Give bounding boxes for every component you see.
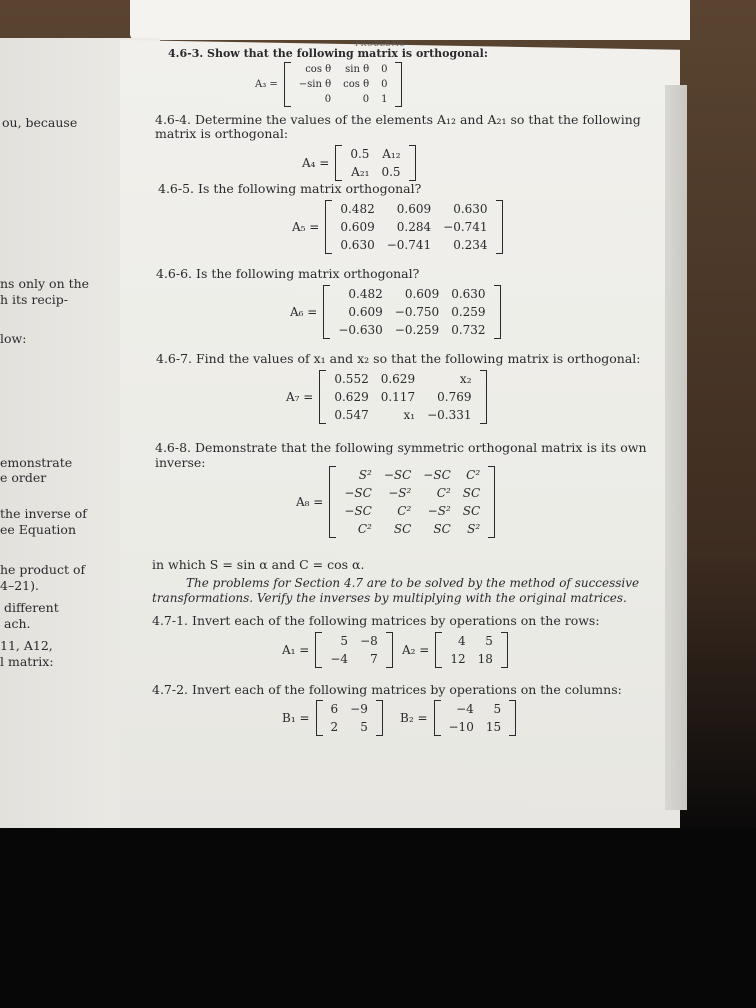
matrix-label: B₁ = [282, 711, 310, 725]
matrix-a5: A₅ = 0.482 0.609 0.630 0.609 0.284 −0.741 0.630 −0.741 0.234 [292, 200, 503, 254]
margin-text: the inverse of [0, 506, 87, 521]
problem-4-6-4: 4.6-4. Determine the values of the elements A₁₂ and A₂₁ so that the following [155, 112, 641, 127]
problem-4-6-4-cont: matrix is orthogonal: [155, 126, 289, 141]
matrix-label: A₆ = [290, 305, 318, 319]
matrix-label: A₈ = [296, 495, 324, 509]
margin-text: low: [0, 331, 27, 346]
margin-text: ns only on the [0, 276, 90, 291]
problem-4-6-8-cont: inverse: [155, 455, 206, 470]
problem-4-7-1: 4.7-1. Invert each of the following matrices by operations on the rows: [152, 613, 600, 628]
matrix-label: A₃ = [255, 79, 278, 90]
margin-text: ee Equation [0, 522, 76, 537]
problem-4-6-5: 4.6-5. Is the following matrix orthogonal? [158, 181, 422, 196]
matrix-label: B₂ = [400, 711, 428, 725]
dark-floor [0, 828, 756, 1008]
margin-text: e order [0, 470, 47, 485]
definition-line: in which S = sin α and C = cos α. [152, 557, 365, 572]
margin-text: ou, because [2, 115, 78, 130]
matrix-a2: A₂ = 4 5 12 18 [402, 632, 508, 668]
matrix-label: A₅ = [292, 220, 320, 234]
matrix-b2: B₂ = −4 5 −10 15 [400, 700, 516, 736]
margin-text: different [4, 600, 59, 615]
matrix-label: A₁ = [282, 643, 310, 657]
margin-text: he product of [0, 562, 86, 577]
matrix-label: A₄ = [302, 156, 330, 170]
matrix-a3: A₃ = cos θ sin θ 0 −sin θ cos θ 0 0 0 1 [255, 62, 402, 107]
page-edge [665, 85, 687, 810]
problem-4-7-2: 4.7-2. Invert each of the following matrices by operations on the columns: [152, 682, 622, 697]
margin-text: 11, A12, [0, 638, 53, 653]
problem-4-6-3: 4.6-3. Show that the following matrix is orthogonal: [168, 47, 488, 60]
margin-text: h its recip- [0, 292, 69, 307]
section-note-cont: transformations. Verify the inverses by multiplying with the original matrices. [152, 591, 627, 605]
problem-4-6-8: 4.6-8. Demonstrate that the following symmetric orthogonal matrix is its own [155, 440, 647, 455]
problem-4-6-6: 4.6-6. Is the following matrix orthogonal? [156, 266, 420, 281]
matrix-b1: B₁ = 6 −9 2 5 [282, 700, 383, 736]
section-note: The problems for Section 4.7 are to be solved by the method of successive [186, 576, 640, 590]
matrix-a8: A₈ = S² −SC −SC C² −SC −S² C² SC −SC C² −S² SC C² SC SC S² [296, 466, 495, 538]
matrix-a6: A₆ = 0.482 0.609 0.630 0.609 −0.750 0.259 −0.630 −0.259 0.732 [290, 285, 501, 339]
previous-page-corner [130, 0, 690, 40]
matrix-label: A₇ = [286, 390, 314, 404]
margin-text: emonstrate [0, 455, 73, 470]
matrix-a1: A₁ = 5 −8 −4 7 [282, 632, 393, 668]
matrix-a4: A₄ = 0.5 A₁₂ A₂₁ 0.5 [302, 145, 416, 181]
margin-text: ach. [4, 616, 31, 631]
matrix-a7: A₇ = 0.552 0.629 x₂ 0.629 0.117 0.769 0.547 x₁ −0.331 [286, 370, 487, 424]
margin-text: 4–21). [0, 578, 39, 593]
problem-4-6-7: 4.6-7. Find the values of x₁ and x₂ so that the following matrix is orthogonal: [156, 351, 641, 366]
matrix-label: A₂ = [402, 643, 430, 657]
margin-text: l matrix: [0, 654, 54, 669]
running-header: PROBLEMS [355, 40, 406, 48]
